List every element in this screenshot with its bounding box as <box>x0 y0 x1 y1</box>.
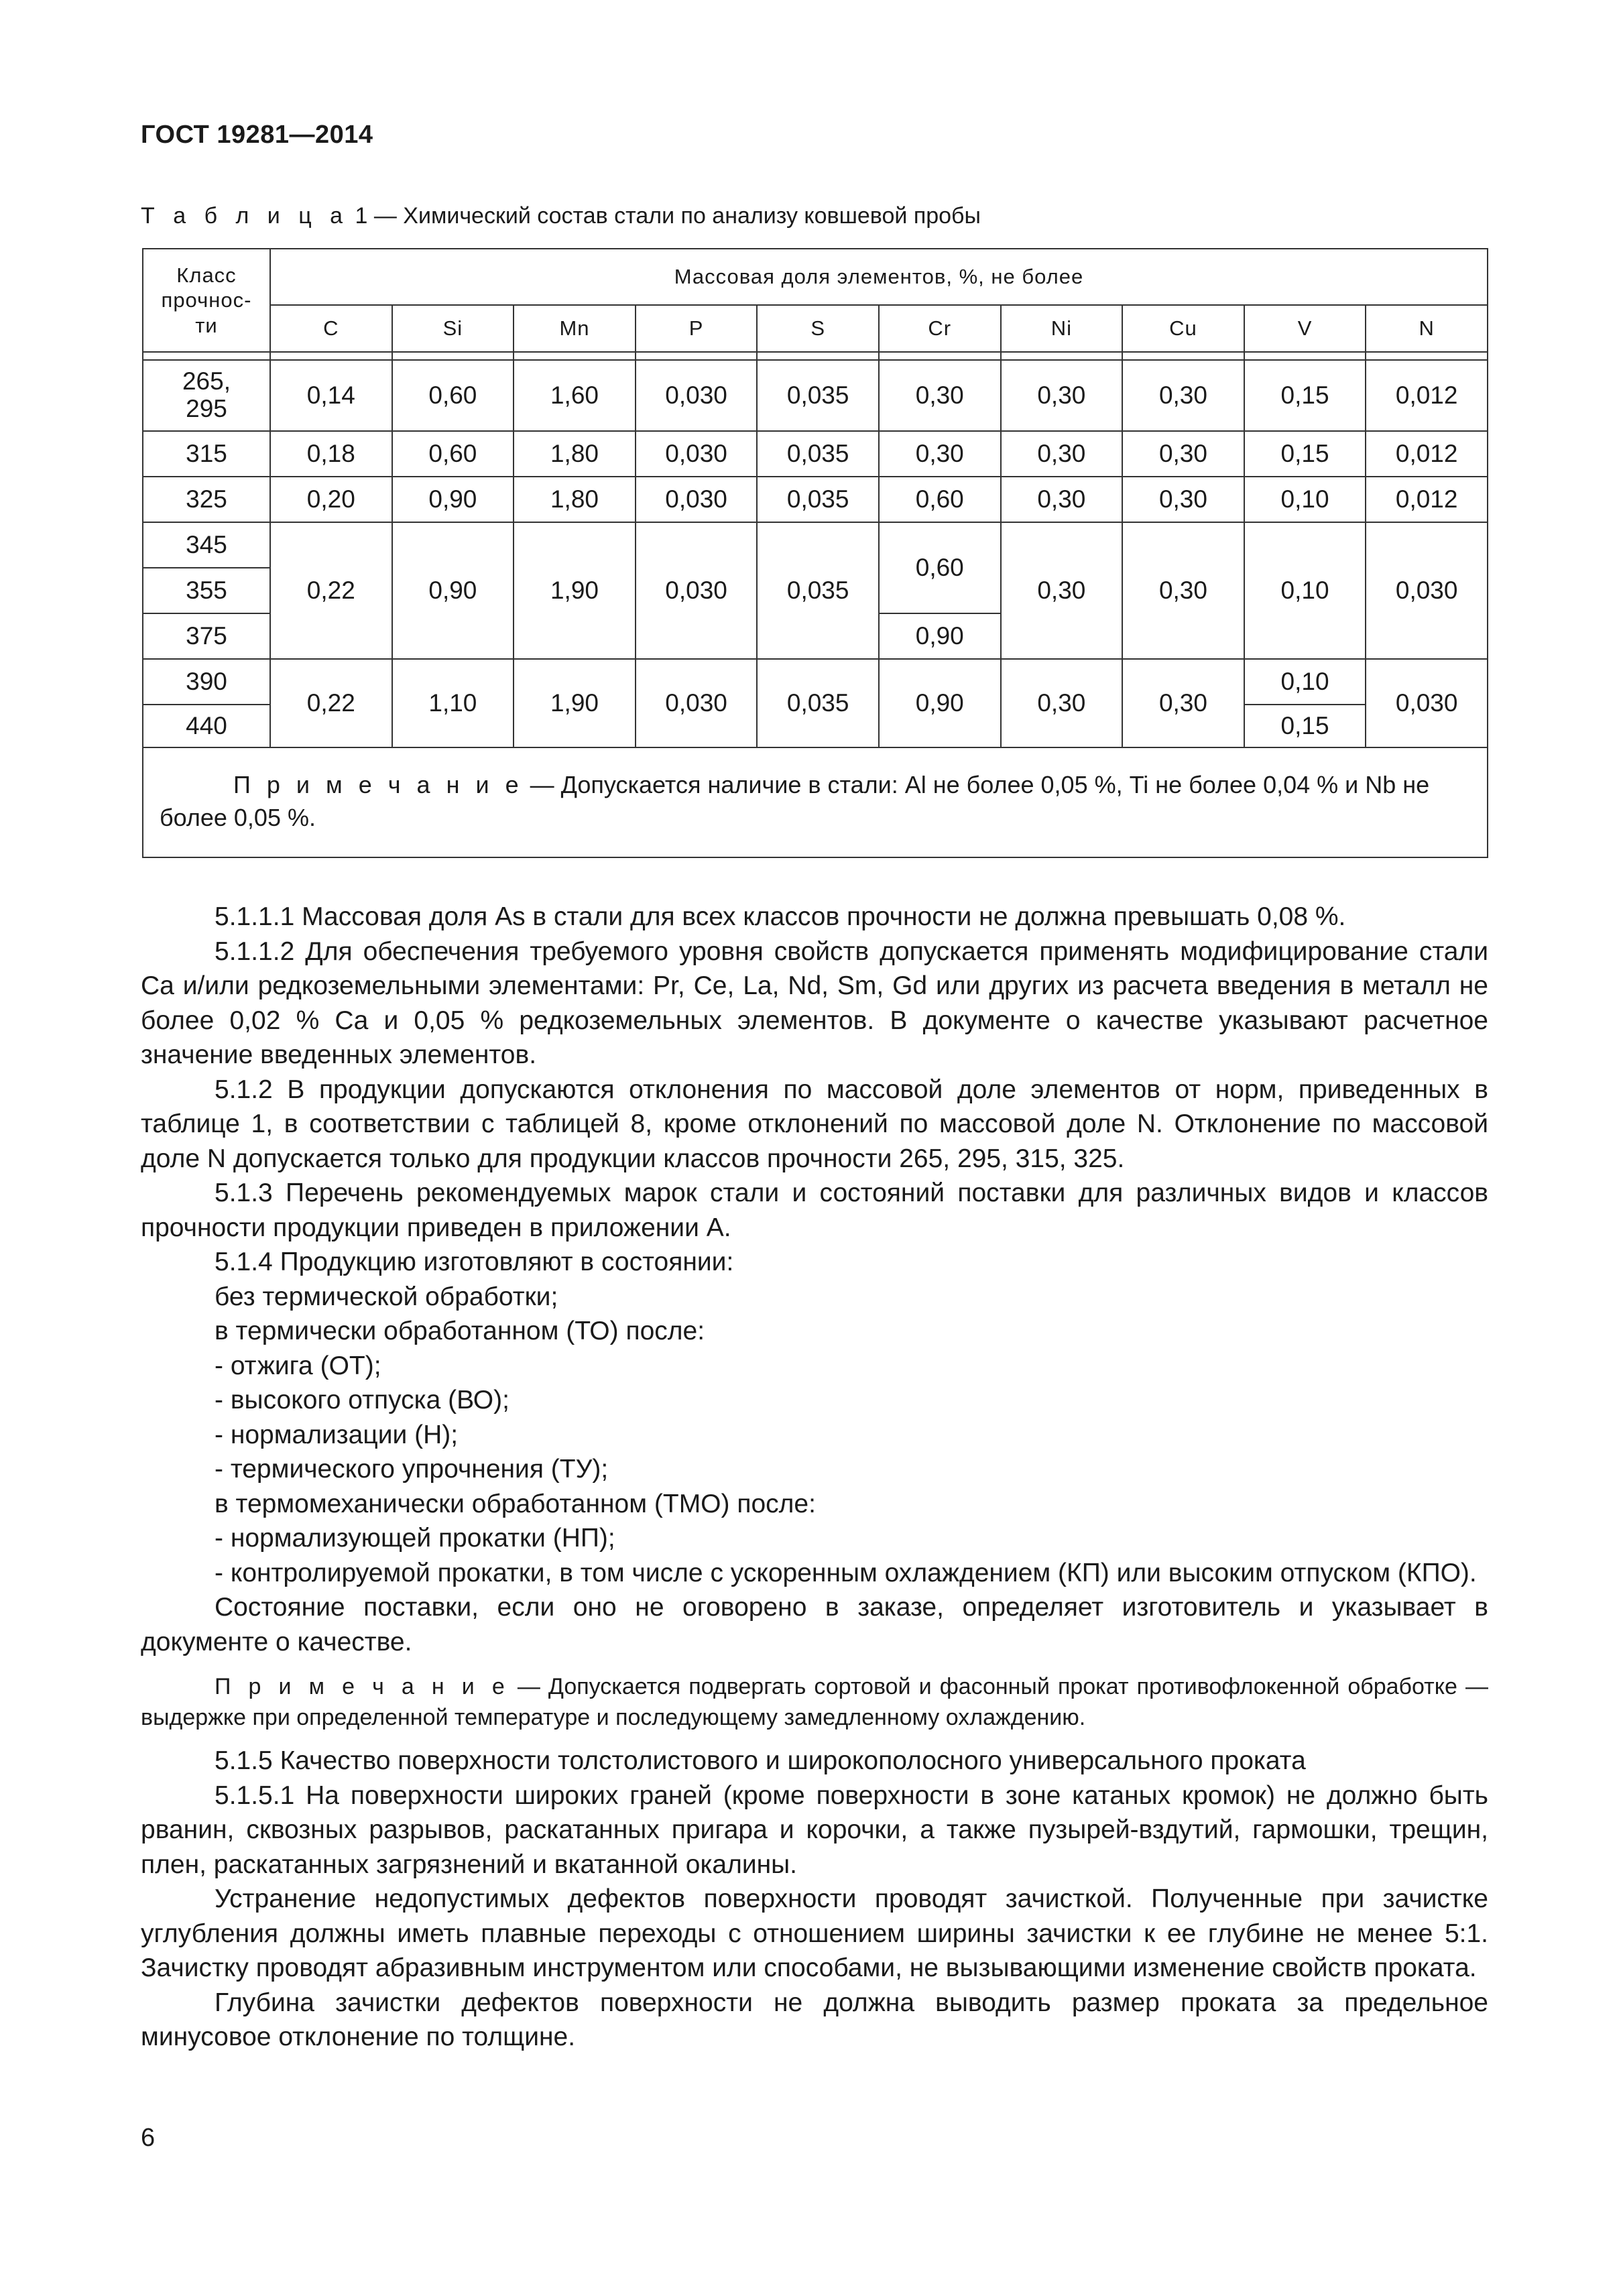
value-cell: 0,60 <box>879 477 1001 522</box>
value-cell: 0,035 <box>757 659 879 747</box>
value-cell: 0,10 <box>1244 522 1366 659</box>
paragraph: 5.1.5.1 На поверхности широких граней (кроме поверхности в зоне катаных кромок) не должно быть рванин, сквозных разрывов, раскатанных пригара и корочки, а также пузырей-вздутий, гармошки, трещин, плен, раскатанных загрязнений и вкатанной окалины. <box>141 1780 1488 1879</box>
value-cell: 1,90 <box>514 522 636 659</box>
value-cell: 0,10 <box>1244 659 1366 705</box>
value-cell: 0,30 <box>1122 360 1244 431</box>
paragraph: 5.1.2 В продукции допускаются отклонения по массовой доле элементов от норм, приведенных в таблице 1, в соответствии с таблицей 8, кроме отклонений по массовой доле N. Отклонение по массовой доле N допускается только для продукции классов прочности 265, 295, 315, 325. <box>141 1075 1488 1173</box>
value-cell: 0,30 <box>1122 522 1244 659</box>
value-cell: 1,80 <box>514 431 636 477</box>
value-cell: 0,30 <box>1001 477 1123 522</box>
class-cell: 265, 295 <box>143 360 270 431</box>
table-row <box>143 360 1488 431</box>
value-cell: 1,80 <box>514 477 636 522</box>
value-cell: 0,60 <box>392 431 514 477</box>
table-row <box>143 522 1488 568</box>
class-cell: 315 <box>143 431 270 477</box>
list-item: - термического упрочнения (ТУ); <box>215 1455 609 1484</box>
value-cell: 0,030 <box>636 360 758 431</box>
value-cell: 0,030 <box>1366 659 1488 747</box>
value-cell: 0,030 <box>636 522 758 659</box>
value-cell: 0,90 <box>879 613 1001 659</box>
value-cell: 0,30 <box>1001 522 1123 659</box>
body-text <box>141 900 1488 2055</box>
paragraph: Глубина зачистки дефектов поверхности не должна выводить размер проката за предельное минусовое отклонение по толщине. <box>141 1988 1488 2051</box>
value-cell: 0,012 <box>1366 477 1488 522</box>
list-item: - нормализующей прокатки (НП); <box>215 1524 615 1553</box>
value-cell: 0,90 <box>879 659 1001 747</box>
value-cell: 0,18 <box>270 431 392 477</box>
paragraph: 5.1.1.2 Для обеспечения требуемого уровня свойств допускается применять модифицирование стали Ca и/или редкоземельными элементами: Pr, Ce, La, Nd, Sm, Gd или других из расчета введения в металл не более 0,02 % Ca и 0,05 % редкоземельных элементов. В документе о качестве указывают расчетное значение введенных элементов. <box>141 936 1488 1069</box>
list-item: в термомеханически обработанном (ТМО) после: <box>215 1489 816 1518</box>
value-cell: 0,30 <box>1001 659 1123 747</box>
class-cell: 440 <box>143 705 270 747</box>
paragraph: 5.1.5 Качество поверхности толстолистового и широкополосного универсального проката <box>215 1746 1306 1775</box>
value-cell: 0,14 <box>270 360 392 431</box>
table-note-text: — Допускается наличие в стали: Al не более 0,05 %, Ti не более 0,04 % и Nb не более 0,05 %. <box>160 771 1430 831</box>
value-cell: 0,30 <box>1001 431 1123 477</box>
value-cell: 1,60 <box>514 360 636 431</box>
value-cell: 0,035 <box>757 522 879 659</box>
table-caption <box>141 203 981 229</box>
group-header: Массовая доля элементов, %, не более <box>270 249 1488 305</box>
value-cell: 0,15 <box>1244 360 1366 431</box>
value-cell: 0,15 <box>1244 431 1366 477</box>
element-header: Cr <box>879 305 1001 352</box>
element-header: Si <box>392 305 514 352</box>
paragraph: 5.1.3 Перечень рекомендуемых марок стали и состояний поставки для различных видов и классов прочности продукции приведен в приложении А. <box>141 1179 1488 1242</box>
note-text: — Допускается подвергать сортовой и фасонный прокат противофлокенной обработке — выдержке при определенной температуре и последующему замедленному охлаждению. <box>141 1674 1488 1730</box>
table-row <box>143 659 1488 705</box>
element-header: Mn <box>514 305 636 352</box>
value-cell: 0,30 <box>1122 431 1244 477</box>
table-caption-label: Т а б л и ц а <box>141 203 349 229</box>
value-cell: 0,030 <box>636 431 758 477</box>
paragraph: Состояние поставки, если оно не оговорено в заказе, определяет изготовитель и указывает в документе о качестве. <box>141 1593 1488 1656</box>
list-item: в термически обработанном (ТО) после: <box>215 1317 705 1345</box>
value-cell: 0,90 <box>392 522 514 659</box>
element-header: Cu <box>1122 305 1244 352</box>
table-row <box>143 477 1488 522</box>
paragraph: 5.1.4 Продукцию изготовляют в состоянии: <box>215 1248 734 1276</box>
element-header: P <box>636 305 758 352</box>
list-item: - контролируемой прокатки, в том числе с ускоренным охлаждением (КП) или высоким отпуском (КПО). <box>215 1558 1477 1587</box>
value-cell: 0,035 <box>757 360 879 431</box>
list-item: без термической обработки; <box>215 1282 558 1311</box>
value-cell: 0,10 <box>1244 477 1366 522</box>
value-cell: 0,60 <box>879 522 1001 613</box>
document-header: ГОСТ 19281—2014 <box>141 121 373 149</box>
value-cell: 0,012 <box>1366 360 1488 431</box>
value-cell: 0,22 <box>270 659 392 747</box>
class-header: Класс прочнос- ти <box>143 249 270 352</box>
value-cell: 0,035 <box>757 477 879 522</box>
table-note-label: П р и м е ч а н и е <box>233 771 524 799</box>
table-caption-text: 1 — Химический состав стали по анализу ковшевой пробы <box>355 203 981 229</box>
value-cell: 0,90 <box>392 477 514 522</box>
class-cell: 375 <box>143 613 270 659</box>
list-item: - высокого отпуска (ВО); <box>215 1386 509 1414</box>
value-cell: 0,30 <box>879 431 1001 477</box>
value-cell: 0,030 <box>1366 522 1488 659</box>
value-cell: 0,035 <box>757 431 879 477</box>
value-cell: 0,60 <box>392 360 514 431</box>
class-cell: 355 <box>143 568 270 613</box>
list-item: - отжига (ОТ); <box>215 1351 381 1380</box>
paragraph: Устранение недопустимых дефектов поверхности проводят зачисткой. Полученные при зачистке углубления должны иметь плавные переходы с отношением ширины зачистки к ее глубине не менее 5:1. Зачистку проводят абразивным инструментом или способами, не вызывающими изменение свойств проката. <box>141 1884 1488 1982</box>
value-cell: 0,30 <box>1122 659 1244 747</box>
value-cell: 1,10 <box>392 659 514 747</box>
value-cell: 0,15 <box>1244 705 1366 747</box>
element-header: N <box>1366 305 1488 352</box>
class-cell: 325 <box>143 477 270 522</box>
chemical-composition-table <box>142 248 1488 858</box>
header-separator <box>143 352 1488 360</box>
value-cell: 0,30 <box>1001 360 1123 431</box>
list-item: - нормализации (Н); <box>215 1420 459 1449</box>
note-label: П р и м е ч а н и е <box>215 1674 509 1699</box>
value-cell: 0,30 <box>1122 477 1244 522</box>
class-cell: 390 <box>143 659 270 705</box>
element-header: V <box>1244 305 1366 352</box>
value-cell: 0,030 <box>636 659 758 747</box>
element-header: Ni <box>1001 305 1123 352</box>
value-cell: 0,030 <box>636 477 758 522</box>
class-cell: 345 <box>143 522 270 568</box>
table-row <box>143 431 1488 477</box>
value-cell: 0,22 <box>270 522 392 659</box>
value-cell: 0,012 <box>1366 431 1488 477</box>
page-number: 6 <box>141 2124 156 2152</box>
table-note <box>143 747 1488 857</box>
value-cell: 0,20 <box>270 477 392 522</box>
element-header: C <box>270 305 392 352</box>
value-cell: 0,30 <box>879 360 1001 431</box>
value-cell: 1,90 <box>514 659 636 747</box>
table-note-row <box>143 747 1488 857</box>
note-paragraph <box>141 1671 1488 1733</box>
paragraph: 5.1.1.1 Массовая доля As в стали для всех классов прочности не должна превышать 0,08 %. <box>215 902 1346 931</box>
element-header: S <box>757 305 879 352</box>
